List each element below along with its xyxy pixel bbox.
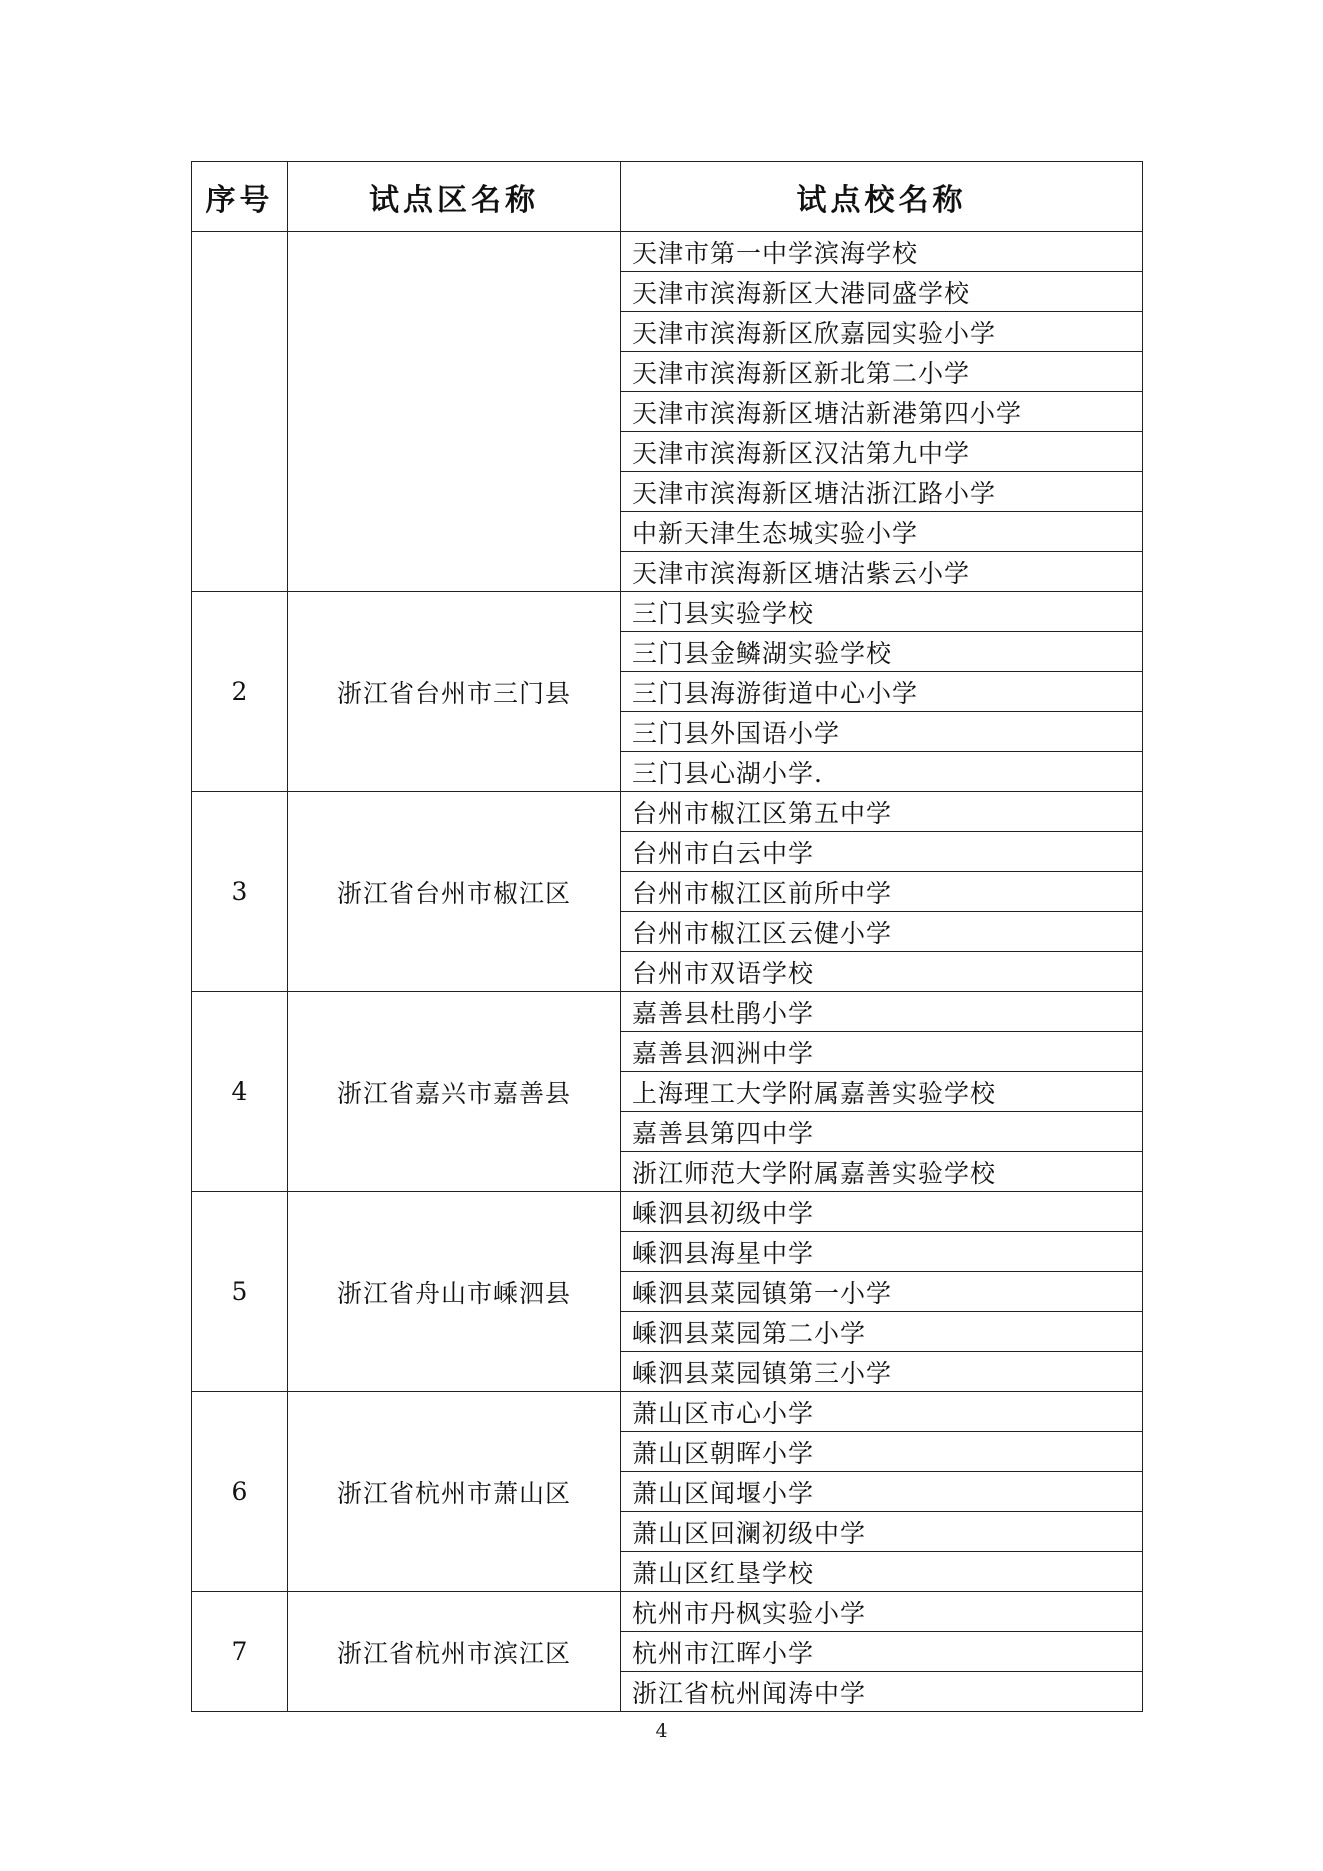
group-district: 浙江省台州市椒江区 — [288, 792, 621, 992]
group-index — [192, 232, 288, 592]
header-index: 序号 — [192, 162, 288, 232]
school-name: 中新天津生态城实验小学 — [621, 512, 1143, 552]
table-row — [192, 992, 1143, 1032]
group-index: 3 — [192, 792, 288, 992]
school-name: 浙江师范大学附属嘉善实验学校 — [621, 1152, 1143, 1192]
table-row — [192, 1192, 1143, 1232]
school-name: 嘉善县杜鹃小学 — [621, 992, 1143, 1032]
school-name: 嘉善县泗洲中学 — [621, 1032, 1143, 1072]
group-district: 浙江省杭州市萧山区 — [288, 1392, 621, 1592]
school-name: 天津市滨海新区塘沽浙江路小学 — [621, 472, 1143, 512]
group-district: 浙江省杭州市滨江区 — [288, 1592, 621, 1712]
school-name: 三门县心湖小学. — [621, 752, 1143, 792]
school-name: 天津市滨海新区汉沽第九中学 — [621, 432, 1143, 472]
school-name: 上海理工大学附属嘉善实验学校 — [621, 1072, 1143, 1112]
school-name: 天津市滨海新区大港同盛学校 — [621, 272, 1143, 312]
school-name: 嵊泗县初级中学 — [621, 1192, 1143, 1232]
group-district: 浙江省台州市三门县 — [288, 592, 621, 792]
group-index: 7 — [192, 1592, 288, 1712]
school-name: 萧山区市心小学 — [621, 1392, 1143, 1432]
table-row — [192, 1592, 1143, 1632]
school-name: 天津市滨海新区新北第二小学 — [621, 352, 1143, 392]
school-name: 台州市双语学校 — [621, 952, 1143, 992]
school-name: 萧山区闻堰小学 — [621, 1472, 1143, 1512]
school-name: 杭州市江晖小学 — [621, 1632, 1143, 1672]
table-row — [192, 1392, 1143, 1432]
school-name: 萧山区朝晖小学 — [621, 1432, 1143, 1472]
pilot-schools-table — [191, 161, 1143, 1712]
school-name: 嵊泗县菜园镇第三小学 — [621, 1352, 1143, 1392]
header-district: 试点区名称 — [288, 162, 621, 232]
group-index: 6 — [192, 1392, 288, 1592]
school-name: 三门县海游街道中心小学 — [621, 672, 1143, 712]
school-name: 萧山区回澜初级中学 — [621, 1512, 1143, 1552]
school-name: 台州市椒江区云健小学 — [621, 912, 1143, 952]
school-name: 三门县实验学校 — [621, 592, 1143, 632]
school-name: 台州市白云中学 — [621, 832, 1143, 872]
group-district: 浙江省舟山市嵊泗县 — [288, 1192, 621, 1392]
school-name: 天津市滨海新区塘沽紫云小学 — [621, 552, 1143, 592]
school-name: 台州市椒江区前所中学 — [621, 872, 1143, 912]
school-name: 嵊泗县菜园第二小学 — [621, 1312, 1143, 1352]
page-number: 4 — [655, 1720, 668, 1742]
group-index: 2 — [192, 592, 288, 792]
group-district: 浙江省嘉兴市嘉善县 — [288, 992, 621, 1192]
school-name: 台州市椒江区第五中学 — [621, 792, 1143, 832]
school-name: 三门县外国语小学 — [621, 712, 1143, 752]
school-name: 三门县金鳞湖实验学校 — [621, 632, 1143, 672]
table-row — [192, 792, 1143, 832]
school-name: 嘉善县第四中学 — [621, 1112, 1143, 1152]
group-district — [288, 232, 621, 592]
school-name: 浙江省杭州闻涛中学 — [621, 1672, 1143, 1712]
school-name: 天津市第一中学滨海学校 — [621, 232, 1143, 272]
school-name: 天津市滨海新区欣嘉园实验小学 — [621, 312, 1143, 352]
school-name: 嵊泗县菜园镇第一小学 — [621, 1272, 1143, 1312]
table-header-row — [192, 162, 1143, 232]
table-row — [192, 592, 1143, 632]
group-index: 4 — [192, 992, 288, 1192]
header-school: 试点校名称 — [621, 162, 1143, 232]
group-index: 5 — [192, 1192, 288, 1392]
school-name: 嵊泗县海星中学 — [621, 1232, 1143, 1272]
table-body — [192, 232, 1143, 1712]
table-row — [192, 232, 1143, 272]
school-name: 杭州市丹枫实验小学 — [621, 1592, 1143, 1632]
school-name: 天津市滨海新区塘沽新港第四小学 — [621, 392, 1143, 432]
school-name: 萧山区红垦学校 — [621, 1552, 1143, 1592]
